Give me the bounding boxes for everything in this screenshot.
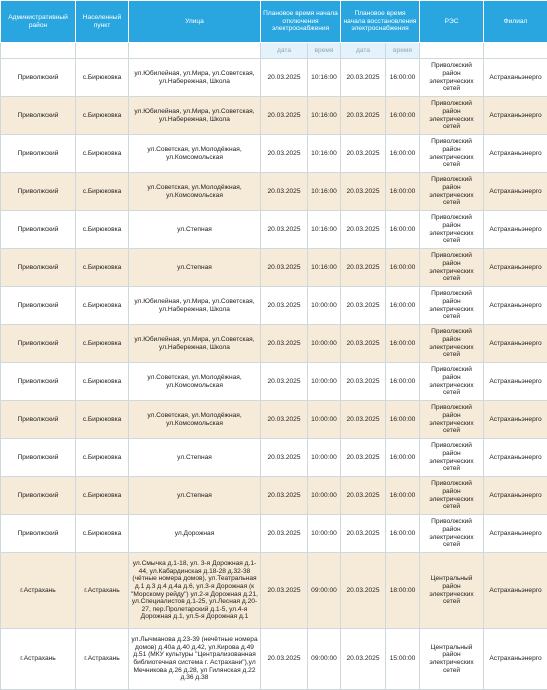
subheader-off-date: дата (261, 43, 308, 59)
cell-res: Приволжский район электрических сетей (420, 287, 484, 325)
subheader-on-time: время (386, 43, 420, 59)
cell-branch: Астраханьэнерго (484, 477, 547, 515)
cell-settlement: с.Бирюковка (76, 211, 129, 249)
cell-on-date: 20.03.2025 (341, 287, 386, 325)
table-row (1, 515, 547, 553)
cell-district: Приволжский (1, 287, 76, 325)
subheader-empty (129, 43, 261, 59)
cell-branch: Астраханьэнерго (484, 287, 547, 325)
cell-branch: Астраханьэнерго (484, 515, 547, 553)
cell-off-time: 10:16:00 (308, 135, 341, 173)
cell-on-date: 20.03.2025 (341, 629, 386, 690)
cell-off-time: 10:00:00 (308, 325, 341, 363)
cell-res: Центральный район электрических сетей (420, 553, 484, 629)
table-row (1, 287, 547, 325)
cell-off-time: 09:00:00 (308, 553, 341, 629)
cell-on-date: 20.03.2025 (341, 401, 386, 439)
cell-branch: Астраханьэнерго (484, 401, 547, 439)
cell-off-time: 10:00:00 (308, 287, 341, 325)
cell-res: Приволжский район электрических сетей (420, 439, 484, 477)
table-row (1, 401, 547, 439)
table-row (1, 477, 547, 515)
col-header-off-time: Плановое время начала отключения электроснабжения (261, 1, 341, 43)
cell-district: Приволжский (1, 135, 76, 173)
cell-settlement: с.Бирюковка (76, 477, 129, 515)
cell-off-date: 20.03.2025 (261, 325, 308, 363)
cell-on-time: 16:00:00 (386, 401, 420, 439)
cell-district: Приволжский (1, 59, 76, 97)
cell-on-time: 16:00:00 (386, 477, 420, 515)
cell-res: Приволжский район электрических сетей (420, 97, 484, 135)
cell-res: Приволжский район электрических сетей (420, 325, 484, 363)
cell-street: ул.Юбилейная, ул.Мира, ул.Советская, ул.Набережная, Школа (129, 97, 261, 135)
cell-on-date: 20.03.2025 (341, 477, 386, 515)
col-header-on-time: Плановое время начала восстановления электроснабжения (341, 1, 420, 43)
cell-settlement: с.Бирюковка (76, 135, 129, 173)
col-header-res: РЭС (420, 1, 484, 43)
table-row (1, 325, 547, 363)
cell-branch: Астраханьэнерго (484, 629, 547, 690)
cell-district: Приволжский (1, 363, 76, 401)
table-row (1, 97, 547, 135)
table-row (1, 553, 547, 629)
cell-street: ул.Лычманова д.23-39 (нечётные номера домов) д.40а д.40 д.42, ул.Кирова д.49 д.51 (МКУ культуры "Централизованная библиотечная система г. Астрахани"),ул Мечникова д.26 д.28, ул Гилянская д.22 д.36 д.38 (129, 629, 261, 690)
cell-off-date: 20.03.2025 (261, 97, 308, 135)
cell-street: ул.Степная (129, 249, 261, 287)
table-header-row (1, 1, 547, 43)
table-row (1, 629, 547, 690)
cell-off-date: 20.03.2025 (261, 477, 308, 515)
cell-res: Приволжский район электрических сетей (420, 363, 484, 401)
cell-district: Приволжский (1, 439, 76, 477)
table-row (1, 211, 547, 249)
cell-off-date: 20.03.2025 (261, 211, 308, 249)
cell-on-time: 16:00:00 (386, 325, 420, 363)
subheader-empty (76, 43, 129, 59)
cell-off-time: 10:00:00 (308, 477, 341, 515)
cell-settlement: с.Бирюковка (76, 363, 129, 401)
col-header-district: Административный район (1, 1, 76, 43)
table-row (1, 59, 547, 97)
cell-settlement: с.Бирюковка (76, 97, 129, 135)
cell-street: ул.Степная (129, 477, 261, 515)
cell-street: ул.Степная (129, 211, 261, 249)
cell-branch: Астраханьэнерго (484, 363, 547, 401)
cell-settlement: с.Бирюковка (76, 439, 129, 477)
cell-settlement: г.Астрахань (76, 629, 129, 690)
cell-off-date: 20.03.2025 (261, 439, 308, 477)
cell-off-date: 20.03.2025 (261, 553, 308, 629)
cell-off-time: 10:16:00 (308, 249, 341, 287)
cell-on-time: 15:00:00 (386, 629, 420, 690)
cell-off-time: 10:16:00 (308, 59, 341, 97)
cell-res: Приволжский район электрических сетей (420, 401, 484, 439)
cell-on-date: 20.03.2025 (341, 135, 386, 173)
cell-branch: Астраханьэнерго (484, 59, 547, 97)
cell-on-time: 16:00:00 (386, 287, 420, 325)
cell-street: ул.Юбилейная, ул.Мира, ул.Советская, ул.Набережная, Школа (129, 287, 261, 325)
cell-settlement: с.Бирюковка (76, 173, 129, 211)
cell-branch: Астраханьэнерго (484, 325, 547, 363)
cell-res: Приволжский район электрических сетей (420, 173, 484, 211)
table-body (1, 59, 547, 690)
cell-district: Приволжский (1, 477, 76, 515)
cell-off-date: 20.03.2025 (261, 363, 308, 401)
cell-branch: Астраханьэнерго (484, 97, 547, 135)
cell-on-time: 16:00:00 (386, 97, 420, 135)
cell-on-time: 16:00:00 (386, 173, 420, 211)
cell-off-time: 10:00:00 (308, 363, 341, 401)
cell-street: ул.Степная (129, 439, 261, 477)
subheader-off-time: время (308, 43, 341, 59)
cell-street: ул.Советская, ул.Молодёжная, ул.Комсомольская (129, 135, 261, 173)
cell-off-date: 20.03.2025 (261, 401, 308, 439)
cell-settlement: с.Бирюковка (76, 249, 129, 287)
cell-on-date: 20.03.2025 (341, 439, 386, 477)
cell-branch: Астраханьэнерго (484, 173, 547, 211)
cell-on-time: 16:00:00 (386, 211, 420, 249)
subheader-empty (1, 43, 76, 59)
cell-street: ул.Смычка д.1-18, ул. 3-я Дорожная д.1-44, ул.Кабардинская д.18-28 д.32-38 (чётные номера домов), ул.Театральная д.1 д.3 д.4 д.4а д.6, ул.3-я Дорожная (к "Морскому рейду") ул.2-я Дорожная д.21, ул.Специалистов д.1-25, ул.Лесная д.20-27, пер.Пролетарский д.1-5, ул.4-я Дорожная д.1, ул.5-я Дорожная д.1 (129, 553, 261, 629)
cell-street: ул.Дорожная (129, 515, 261, 553)
cell-branch: Астраханьэнерго (484, 135, 547, 173)
cell-res: Приволжский район электрических сетей (420, 135, 484, 173)
table-row (1, 439, 547, 477)
cell-off-time: 09:00:00 (308, 629, 341, 690)
cell-res: Приволжский район электрических сетей (420, 477, 484, 515)
cell-on-date: 20.03.2025 (341, 211, 386, 249)
cell-on-time: 18:00:00 (386, 553, 420, 629)
cell-district: Приволжский (1, 211, 76, 249)
cell-off-time: 10:00:00 (308, 439, 341, 477)
cell-res: Приволжский район электрических сетей (420, 249, 484, 287)
cell-district: Приволжский (1, 515, 76, 553)
col-header-street: Улица (129, 1, 261, 43)
subheader-on-date: дата (341, 43, 386, 59)
cell-district: г.Астрахань (1, 629, 76, 690)
cell-street: ул.Юбилейная, ул.Мира, ул.Советская, ул.Набережная, Школа (129, 59, 261, 97)
cell-off-time: 10:00:00 (308, 401, 341, 439)
cell-settlement: с.Бирюковка (76, 401, 129, 439)
cell-on-time: 16:00:00 (386, 439, 420, 477)
table-row (1, 249, 547, 287)
cell-on-date: 20.03.2025 (341, 515, 386, 553)
table-row (1, 173, 547, 211)
table-row (1, 363, 547, 401)
table-row (1, 135, 547, 173)
cell-street: ул.Советская, ул.Молодёжная, ул.Комсомольская (129, 363, 261, 401)
cell-settlement: с.Бирюковка (76, 515, 129, 553)
cell-district: Приволжский (1, 97, 76, 135)
cell-off-date: 20.03.2025 (261, 59, 308, 97)
cell-res: Приволжский район электрических сетей (420, 59, 484, 97)
subheader-empty (420, 43, 484, 59)
cell-off-date: 20.03.2025 (261, 135, 308, 173)
subheader-empty (484, 43, 547, 59)
cell-branch: Астраханьэнерго (484, 439, 547, 477)
cell-street: ул.Советская, ул.Молодёжная, ул.Комсомольская (129, 401, 261, 439)
cell-off-time: 10:16:00 (308, 211, 341, 249)
cell-off-date: 20.03.2025 (261, 249, 308, 287)
cell-branch: Астраханьэнерго (484, 249, 547, 287)
cell-off-date: 20.03.2025 (261, 629, 308, 690)
cell-off-time: 10:16:00 (308, 97, 341, 135)
cell-off-date: 20.03.2025 (261, 515, 308, 553)
cell-on-time: 16:00:00 (386, 363, 420, 401)
cell-district: Приволжский (1, 249, 76, 287)
cell-off-date: 20.03.2025 (261, 173, 308, 211)
cell-settlement: с.Бирюковка (76, 59, 129, 97)
cell-on-date: 20.03.2025 (341, 59, 386, 97)
cell-settlement: г.Астрахань (76, 553, 129, 629)
cell-district: г.Астрахань (1, 553, 76, 629)
cell-off-time: 10:00:00 (308, 515, 341, 553)
cell-res: Приволжский район электрических сетей (420, 211, 484, 249)
table-subheader-row (1, 43, 547, 59)
cell-district: Приволжский (1, 325, 76, 363)
cell-on-time: 16:00:00 (386, 249, 420, 287)
cell-street: ул.Юбилейная, ул.Мира, ул.Советская, ул.Набережная, Школа (129, 325, 261, 363)
cell-branch: Астраханьэнерго (484, 553, 547, 629)
cell-on-date: 20.03.2025 (341, 363, 386, 401)
cell-on-time: 16:00:00 (386, 59, 420, 97)
cell-on-time: 16:00:00 (386, 135, 420, 173)
col-header-settlement: Населенный пункт (76, 1, 129, 43)
cell-off-date: 20.03.2025 (261, 287, 308, 325)
col-header-branch: Филиал (484, 1, 547, 43)
cell-street: ул.Советская, ул.Молодёжная, ул.Комсомольская (129, 173, 261, 211)
cell-on-date: 20.03.2025 (341, 173, 386, 211)
cell-on-date: 20.03.2025 (341, 249, 386, 287)
cell-on-time: 16:00:00 (386, 515, 420, 553)
cell-settlement: с.Бирюковка (76, 287, 129, 325)
cell-district: Приволжский (1, 173, 76, 211)
cell-district: Приволжский (1, 401, 76, 439)
cell-off-time: 10:16:00 (308, 173, 341, 211)
cell-settlement: с.Бирюковка (76, 325, 129, 363)
cell-res: Центральный район электрических сетей (420, 629, 484, 690)
cell-on-date: 20.03.2025 (341, 325, 386, 363)
cell-res: Приволжский район электрических сетей (420, 515, 484, 553)
cell-branch: Астраханьэнерго (484, 211, 547, 249)
cell-on-date: 20.03.2025 (341, 553, 386, 629)
cell-on-date: 20.03.2025 (341, 97, 386, 135)
